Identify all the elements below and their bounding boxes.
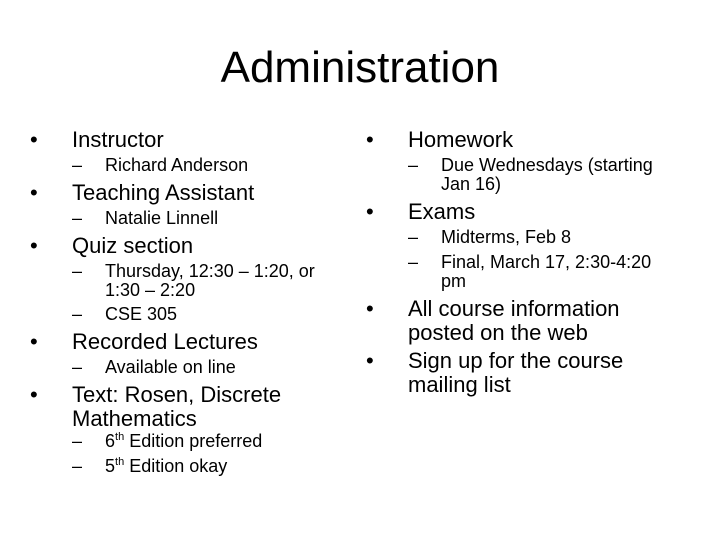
instructor-label: Instructor [72,127,164,152]
subitem-edition-5 [72,457,372,476]
subitem-quiz-room [72,305,372,324]
homework-due-line-2: Jan 16) [441,174,502,194]
bullet: • [30,127,38,152]
bullet: • [366,127,374,152]
signup-line-2: mailing list [408,372,511,397]
final-line-2: pm [441,271,467,291]
quiz-time-line-2: 1:30 – 2:20 [105,280,196,300]
dash: – [72,304,83,324]
homework-label: Homework [408,127,514,152]
text-line-2: Mathematics [72,406,197,431]
quiz-label: Quiz section [72,233,194,258]
bullet: • [366,296,374,321]
final-line-1: Final, March 17, 2:30-4:20 [441,252,652,272]
bullet: • [30,233,38,258]
dash: – [72,261,83,281]
edition-5-ordinal: th [115,456,125,468]
item-quiz [30,234,350,258]
dash: – [72,208,83,228]
lectures-label: Recorded Lectures [72,329,258,354]
bullet: • [366,199,374,224]
dash: – [72,155,83,175]
item-text [30,383,350,431]
ta-label: Teaching Assistant [72,180,255,205]
item-signup [366,349,666,397]
bullet: • [30,382,38,407]
dash: – [408,252,419,272]
subitem-final [408,253,708,291]
edition-5-number: 5 [105,456,116,476]
subitem-midterms [408,228,708,247]
item-lectures [30,330,350,354]
exams-label: Exams [408,199,476,224]
signup-line-1: Sign up for the course [408,348,624,373]
quiz-room: CSE 305 [105,304,178,324]
subitem-edition-6 [72,432,372,451]
subitem-ta-name [72,209,372,228]
dash: – [408,155,419,175]
instructor-name: Richard Anderson [105,155,249,175]
item-course-info [366,297,666,345]
dash: – [72,357,83,377]
edition-5-text: Edition okay [124,456,228,476]
midterms-text: Midterms, Feb 8 [441,227,572,247]
ta-name: Natalie Linnell [105,208,219,228]
edition-6-number: 6 [105,431,116,451]
edition-6-text: Edition preferred [124,431,263,451]
course-info-line-2: posted on the web [408,320,588,345]
subitem-instructor-name [72,156,372,175]
dash: – [72,456,83,476]
bullet: • [30,329,38,354]
item-instructor [30,128,350,152]
lectures-note: Available on line [105,357,236,377]
subitem-lectures-note [72,358,372,377]
dash: – [408,227,419,247]
subitem-quiz-time [72,262,372,300]
course-info-line-1: All course information [408,296,620,321]
item-ta [30,181,350,205]
subitem-homework-due [408,156,708,194]
text-line-1: Text: Rosen, Discrete [72,382,282,407]
dash: – [72,431,83,451]
edition-6-ordinal: th [115,431,125,443]
bullet: • [30,180,38,205]
bullet: • [366,348,374,373]
quiz-time-line-1: Thursday, 12:30 – 1:20, or [105,261,315,281]
item-exams [366,200,666,224]
homework-due-line-1: Due Wednesdays (starting [441,155,653,175]
slide-title: Administration [220,43,500,92]
item-homework [366,128,666,152]
